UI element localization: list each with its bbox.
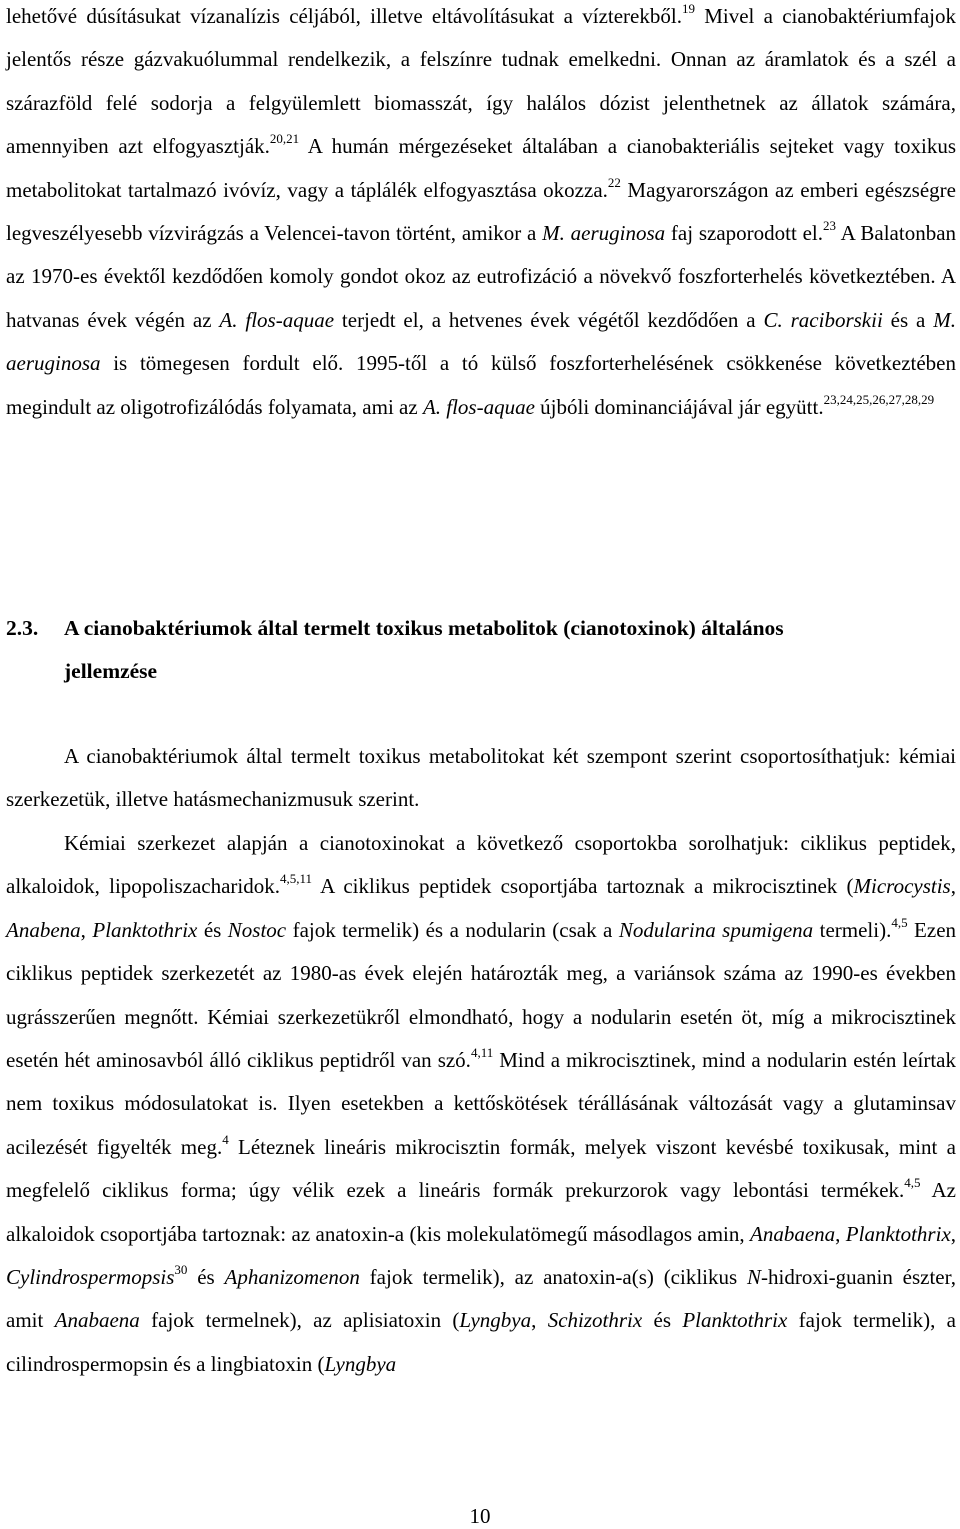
species-name: M. aeruginosa	[6, 307, 956, 376]
species-name: Nodularina spumigena	[618, 917, 814, 942]
text-run: terjedt el, a hetvenes évek végétől kezdődően a	[334, 307, 764, 332]
species-name: Nostoc	[227, 917, 287, 942]
text-run: Magyarországon az emberi egészségre legveszélyesebb vízvirágzás a Velencei-tavon történt, amikor a	[6, 177, 956, 246]
citation: 20,21	[269, 131, 300, 147]
citation: 22	[607, 174, 621, 190]
species-name: Schizothrix	[547, 1308, 643, 1333]
text-run: A cianobaktériumok által termelt toxikus metabolitokat két szempont szerint csoportosíthatjuk: kémiai szerkezetük, illetve hatásmechanizmusuk szerint.	[6, 744, 956, 812]
species-name: A. flos-aquae	[219, 307, 335, 332]
citation: 23,24,25,26,27,28,29	[823, 391, 935, 407]
species-name: Aphanizomenon	[224, 1265, 360, 1290]
text-run: -hidroxi-guanin észter, amit	[6, 1265, 956, 1333]
text-run: és	[187, 1265, 225, 1290]
species-name: N	[747, 1265, 762, 1290]
text-run: ,	[950, 874, 956, 899]
text-run: ,	[950, 1221, 957, 1246]
text-run: Az alkaloidok csoportjába tartoznak: az anatoxin-a (kis molekulatömegű másodlagos amin,	[6, 1178, 956, 1246]
text-run: lehetővé dúsításukat vízanalízis céljából, illetve eltávolításukat a vízterekből.	[6, 4, 682, 28]
citation: 4	[222, 1131, 229, 1147]
text-run: fajok termelnek), az aplisiatoxin (	[139, 1308, 460, 1333]
species-name: Cylindrospermopsis	[6, 1265, 175, 1290]
species-name: Planktothrix	[682, 1308, 788, 1333]
page-number: 10	[469, 1504, 491, 1528]
text-run: és	[197, 917, 228, 942]
text-run: A ciklikus peptidek csoportjába tartoznak a mikrocisztinek (	[312, 874, 854, 899]
paragraph-intro	[6, 735, 956, 822]
species-name: C. raciborskii	[763, 307, 883, 332]
text-run: fajok termelik) és a nodularin (csak a	[286, 917, 619, 942]
section-heading	[6, 607, 956, 693]
text-run: ,	[835, 1221, 846, 1246]
section-title-line1: A cianobaktériumok által termelt toxikus metabolitok (cianotoxinok) általános	[64, 616, 784, 640]
text-run: is tömegesen fordult elő. 1995-től a tó külső foszforterhelésének csökkenése következtében megindult az oligotrofizálódás folyamata, ami az	[6, 351, 956, 419]
text-run: termeli).	[813, 917, 892, 942]
section-title-line2: jellemzése	[64, 659, 158, 683]
text-run: fajok termelik), az anatoxin-a(s) (ciklikus	[359, 1265, 747, 1290]
citation: 30	[174, 1262, 188, 1278]
text-run: Mivel a cianobaktériumfajok jelentős része gázvakuólummal rendelkezik, a felszínre tudnak emelkedni. Onnan az áramlatok és a szél a szárazföld felé sodorja a felgyülemlett biomasszát, így halálos dózist jelenthetnek az állatok számára, amennyiben azt elfogyasztják.	[6, 4, 956, 159]
species-name: Anabaena	[750, 1221, 836, 1246]
text-run: Ezen ciklikus peptidek szerkezetét az 1980-as évek elején határozták meg, a variánsok száma az 1990-es években ugrásszerűen megnőtt. Kémiai szerkezetükről elmondható, hogy a nodularin esetén öt, míg a mikrocisztinek esetén hét aminosavból álló ciklikus peptidről van szó.	[6, 917, 957, 1073]
species-name: Planktothrix	[845, 1221, 951, 1246]
species-name: Anabena	[6, 917, 81, 942]
text-run: ,	[80, 917, 93, 942]
species-name: Lyngbya	[459, 1308, 532, 1333]
citation: 4,5	[891, 914, 908, 930]
paragraph-chemical-structure	[6, 822, 956, 1386]
text-run: újbóli dominanciájával jár együtt.	[534, 394, 824, 419]
text-run: faj szaporodott el.	[665, 221, 823, 246]
text-run: fajok termelik), a cilindrospermopsin és a lingbiatoxin (	[6, 1308, 957, 1376]
citation: 4,5	[904, 1175, 921, 1191]
citation: 4,11	[470, 1045, 494, 1061]
text-run: Léteznek lineáris mikrocisztin formák, melyek viszont kevésbé toxikusak, mint a megfelelő ciklikus forma; úgy vélik ezek a lineáris formák prekurzorok vagy lebontási termékek.	[6, 1134, 956, 1203]
citation: 4,5,11	[280, 871, 313, 887]
paragraph-eutrophication	[6, 0, 956, 429]
citation: 19	[681, 1, 695, 16]
text-run: és a	[882, 307, 934, 332]
text-run: Kémiai szerkezet alapján a cianotoxinokat a következő csoportokba sorolhatjuk: ciklikus peptidek, alkaloidok, lipopoliszacharidok.	[6, 831, 956, 899]
species-name: Lyngbya	[324, 1351, 397, 1376]
text-run: A Balatonban az 1970-es évektől kezdődően komoly gondot okoz az eutrofizáció a növekvő foszforterhelés következtében. A hatvanas évek végén az	[6, 221, 957, 332]
text-run: és	[642, 1308, 683, 1333]
section-number: 2.3.	[6, 616, 39, 640]
species-name: M. aeruginosa	[542, 221, 666, 246]
species-name: Planktothrix	[92, 917, 198, 942]
text-run: A humán mérgezéseket általában a cianobakteriális sejteket vagy toxikus metabolitokat tartalmazó ivóvíz, vagy a táplálék elfogyasztása okozza.	[6, 134, 957, 202]
species-name: A. flos-aquae	[422, 394, 535, 419]
text-run: ,	[531, 1308, 548, 1333]
text-run: Mind a mikrocisztinek, mind a nodularin estén leírtak nem toxikus módosulatokat is. Ilyen esetekben a kettőskötések térállásának változását vagy a glutaminsav acilezését figyelték meg.	[6, 1048, 956, 1159]
species-name: Microcystis	[853, 874, 951, 899]
citation: 23	[823, 218, 836, 234]
species-name: Anabaena	[54, 1308, 140, 1333]
